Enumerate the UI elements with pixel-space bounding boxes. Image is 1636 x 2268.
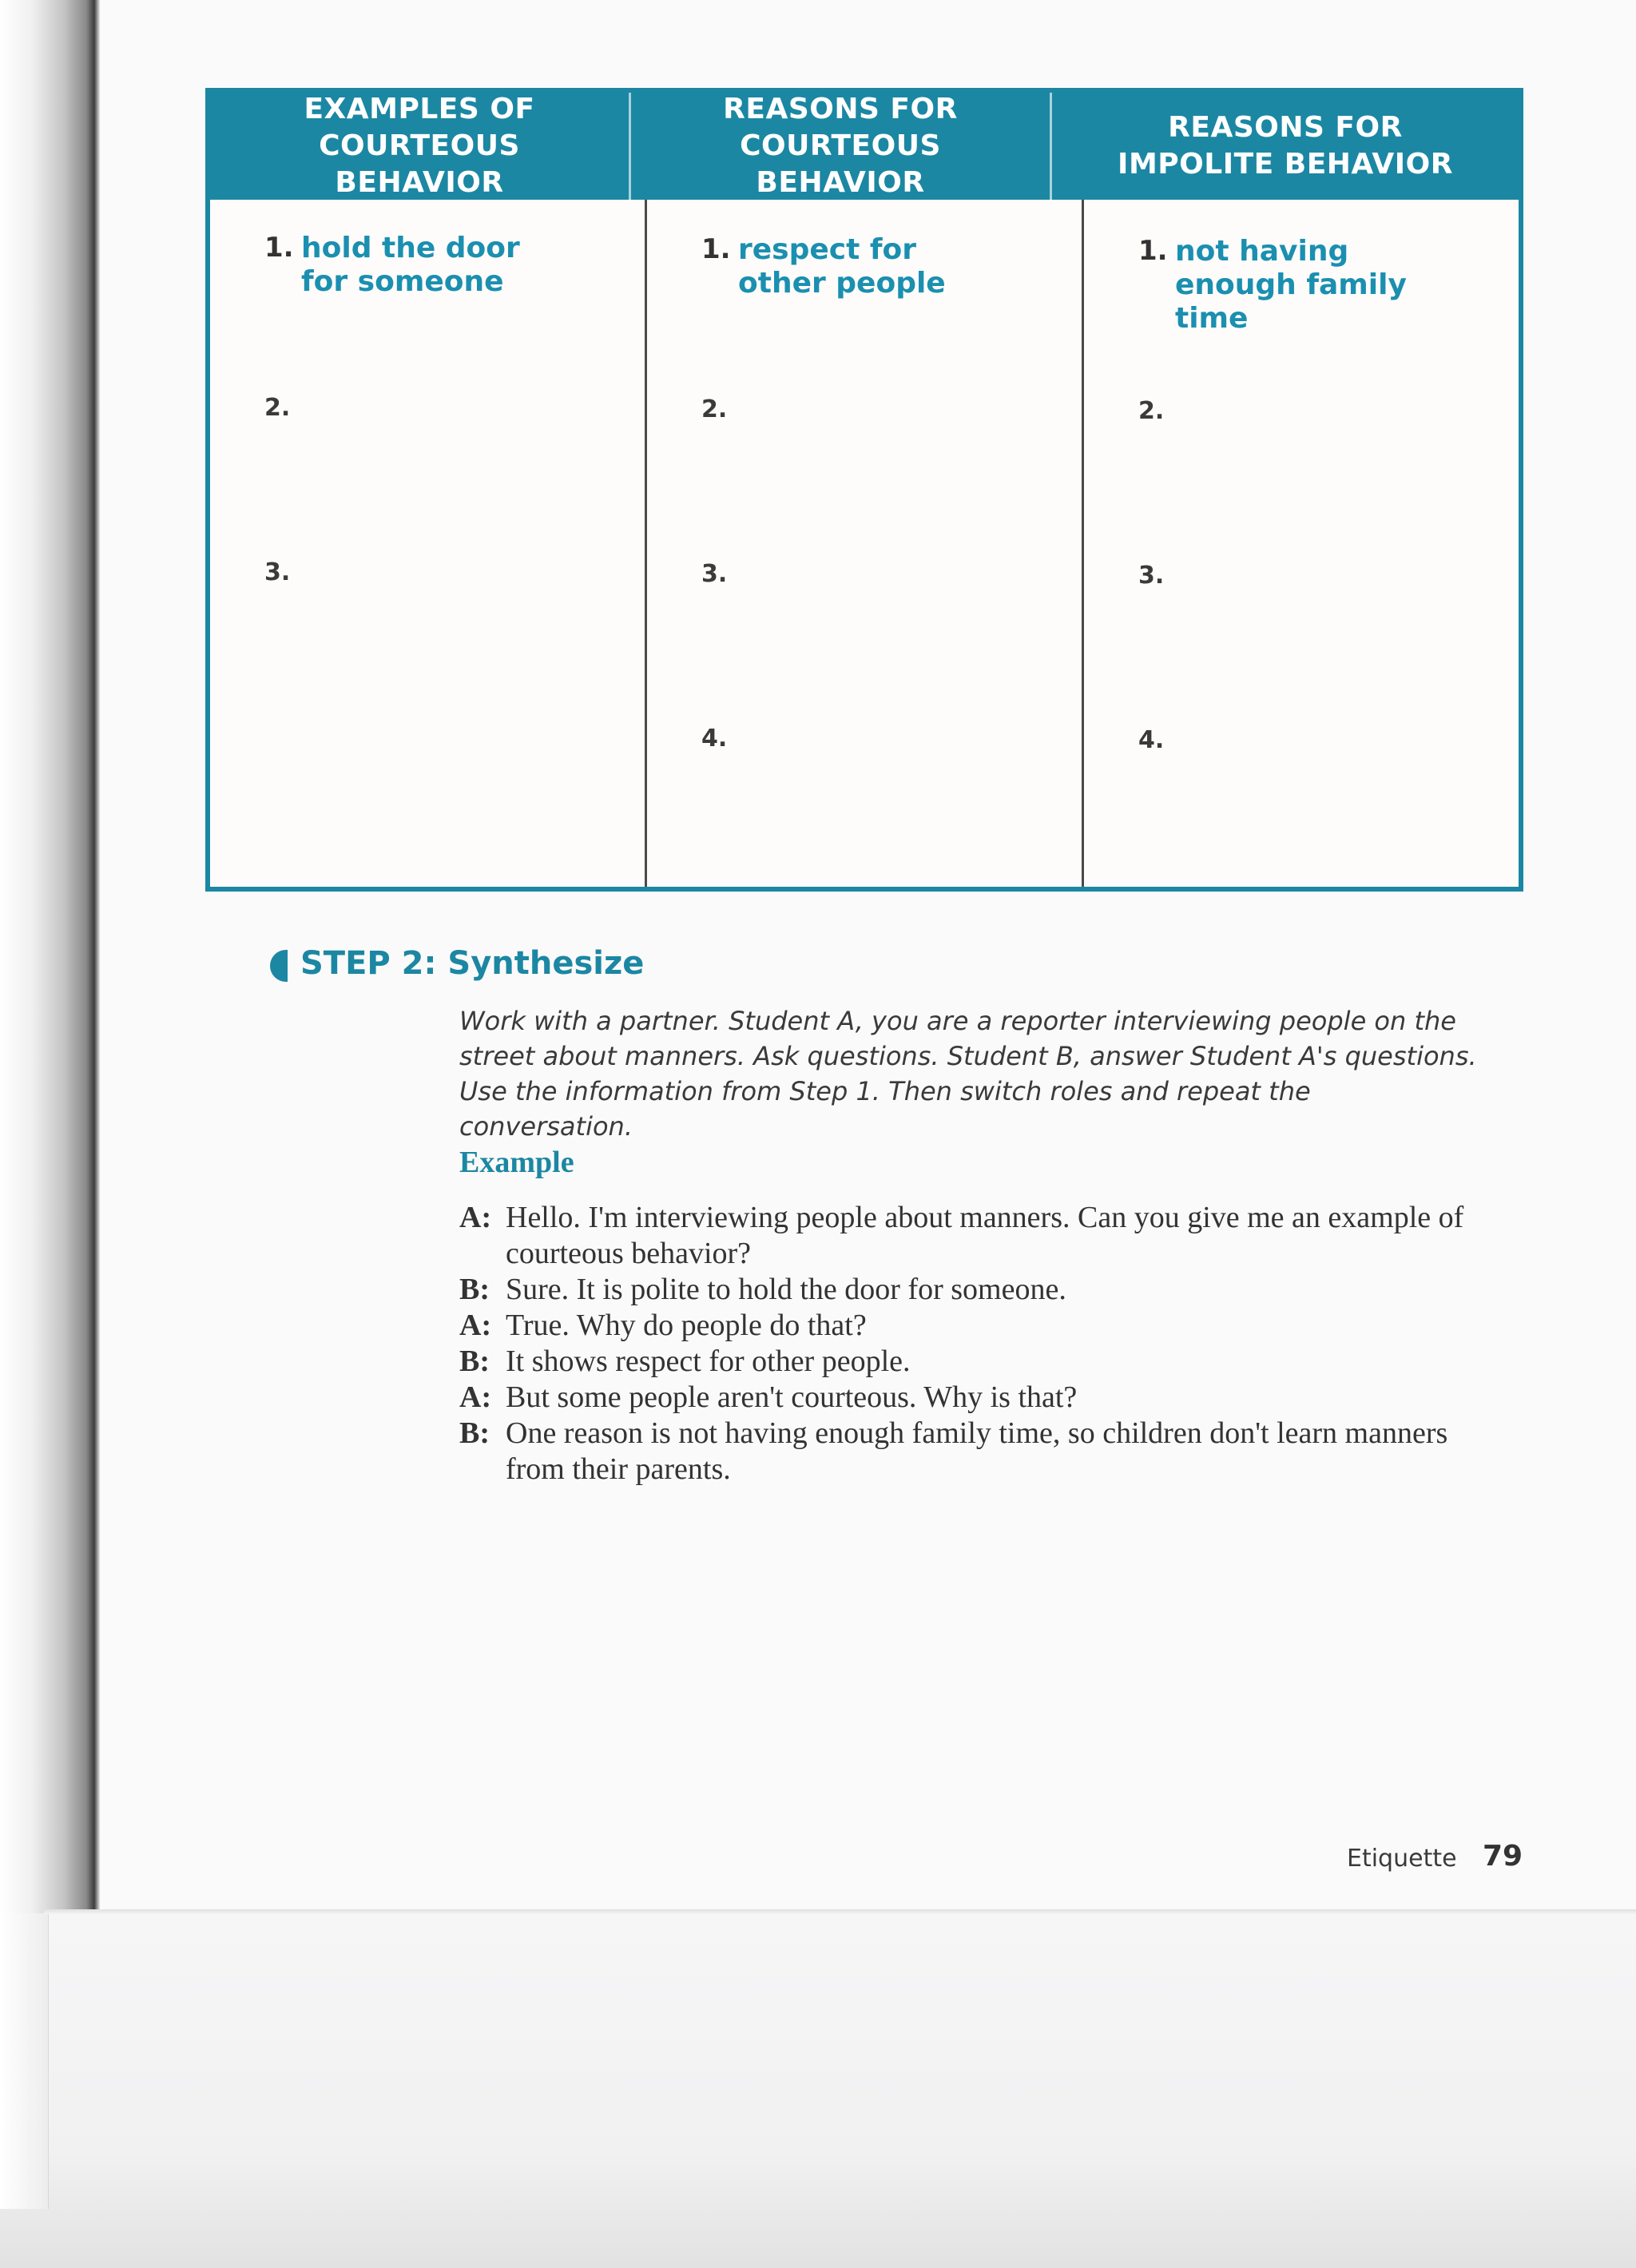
page-number: 79 [1483, 1840, 1523, 1873]
speaker-label: B: [459, 1345, 490, 1378]
scan-background [0, 1913, 1636, 2268]
running-footer-section: Etiquette [1347, 1845, 1457, 1873]
speaker-label: B: [459, 1416, 490, 1450]
column-examples-courteous [210, 200, 645, 887]
handwritten-answer: not having enough family time [1175, 235, 1407, 335]
item-number: 4. [701, 725, 728, 753]
column-reasons-impolite [1082, 200, 1519, 887]
handwritten-answer: respect for other people [738, 233, 946, 300]
chart-body [210, 200, 1519, 887]
list-item [701, 233, 1010, 300]
item-number: 1. [1138, 235, 1168, 267]
step-marker-icon [270, 950, 288, 982]
dialogue-line [459, 1344, 1506, 1380]
speaker-label: A: [459, 1380, 492, 1414]
item-number: 4. [1138, 726, 1165, 754]
page-edge [0, 1913, 49, 2209]
dialogue-line [459, 1200, 1506, 1272]
item-number: 2. [264, 394, 291, 422]
header-reasons-impolite: REASONS FOR IMPOLITE BEHAVIOR [1050, 93, 1519, 200]
dialogue-text: Hello. I'm interviewing people about manners. Can you give me an example of courteous behavior? [506, 1201, 1464, 1270]
dialogue-line [459, 1272, 1506, 1308]
header-reasons-courteous: REASONS FOR COURTEOUS BEHAVIOR [629, 93, 1050, 200]
item-number: 1. [701, 233, 731, 265]
item-number: 2. [701, 395, 728, 423]
handwritten-answer: hold the door for someone [301, 232, 520, 298]
book-gutter-shadow [0, 0, 100, 1913]
list-item [264, 232, 573, 299]
behavior-chart [205, 88, 1523, 892]
chart-header-row [210, 93, 1519, 200]
item-number: 2. [1138, 397, 1165, 425]
item-number: 3. [264, 558, 291, 586]
dialogue-text: Sure. It is polite to hold the door for someone. [506, 1273, 1066, 1306]
dialogue-line [459, 1416, 1506, 1488]
item-number: 3. [1138, 562, 1165, 590]
dialogue-line [459, 1380, 1506, 1416]
dialogue-text: One reason is not having enough family time, so children don't learn manners from their parents. [506, 1416, 1448, 1486]
dialogue-line [459, 1308, 1506, 1344]
page-bottom-edge [44, 1909, 1636, 1914]
column-reasons-courteous [645, 200, 1082, 887]
speaker-label: A: [459, 1201, 492, 1234]
item-number: 1. [264, 232, 294, 264]
dialogue-text: But some people aren't courteous. Why is that? [506, 1380, 1078, 1414]
step-title: STEP 2: Synthesize [300, 945, 645, 982]
step-instructions: Work with a partner. Student A, you are a reporter interviewing people on the street about manners. Ask questions. Student B, answer Student A's questions. Use the information from Step 1. Then switch roles and repeat the conversation. [459, 1006, 1477, 1142]
list-item [1138, 235, 1447, 336]
example-heading: Example [459, 1146, 574, 1179]
item-number: 3. [701, 560, 728, 588]
dialogue-text: True. Why do people do that? [506, 1309, 867, 1342]
dialogue-text: It shows respect for other people. [506, 1345, 911, 1378]
speaker-label: A: [459, 1309, 492, 1342]
example-dialogue [459, 1200, 1506, 1488]
speaker-label: B: [459, 1273, 490, 1306]
header-examples-courteous: EXAMPLES OF COURTEOUS BEHAVIOR [304, 93, 535, 199]
